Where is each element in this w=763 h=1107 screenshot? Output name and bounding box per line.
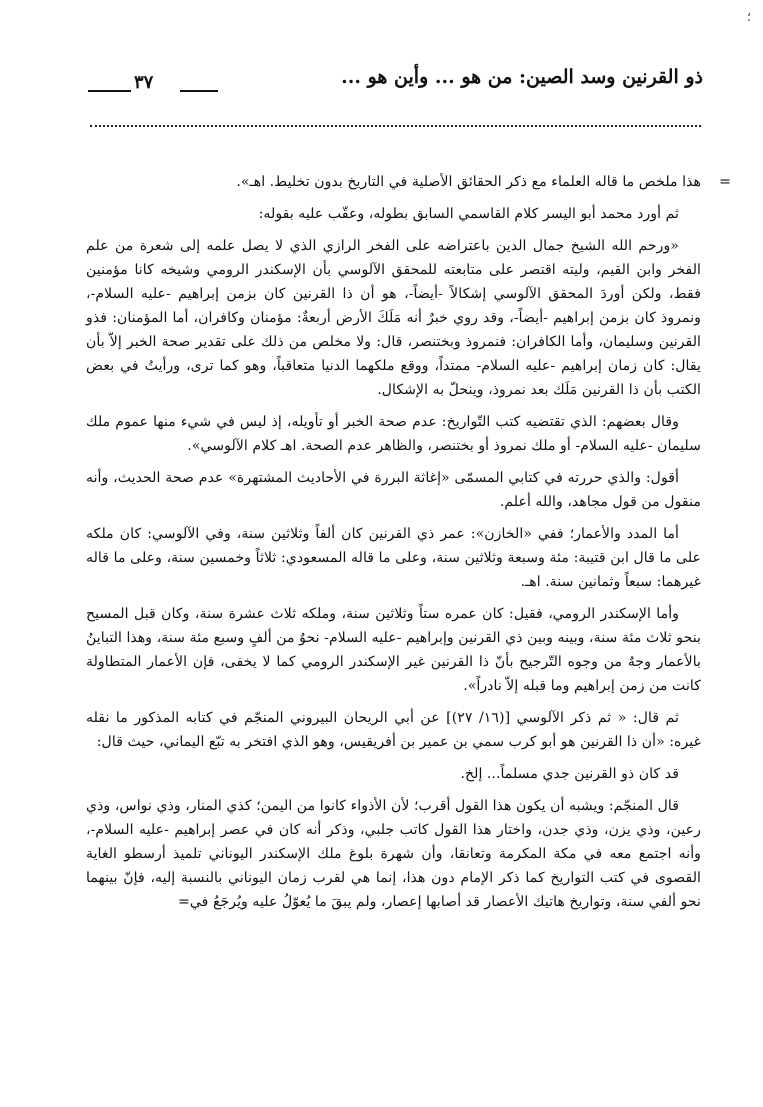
continuation-mark: = [719, 174, 731, 190]
corner-mark: ؛ [746, 10, 751, 25]
page-number: ٣٧ [134, 72, 154, 93]
dotted-separator [90, 125, 701, 127]
paragraph: وقال بعضهم: الذي تقتضيه كتب التّواريخ: عدم صحة الخبر أو تأويله، إذ ليس في شيء منها عموم ملك سليمان -عليه السلام- أو ملك نمروذ أو بختنصر، والظاهر عدم الصحة. اهـ كلام الآلوسي». [86, 414, 701, 454]
header-rule-left [88, 90, 131, 92]
paragraph: ثم أورد محمد أبو اليسر كلام القاسمي السابق بطوله، وعقّب عليه بقوله: [258, 206, 679, 222]
header-rule-right [180, 90, 218, 92]
body-text [86, 170, 731, 922]
paragraph-text: هذا ملخص ما قاله العلماء مع ذكر الحقائق الأصلية في التاريخ بدون تخليط. اهـ». [236, 174, 701, 190]
paragraph: وأما الإسكندر الرومي، فقيل: كان عمره ستاً وثلاثين سنة، وملكه ثلاث عشرة سنة، وكان قبل المسيح بنحو ثلاث مئة سنة، وبينه وبين ذي القرنين وإبراهيم -عليه السلام- نحوٌ من ألفٍ وسبع مئة سنة، وهذا التباينُ بالأعمار وجهٌ من وجوه التّرجيح بأنّ ذا القرنين غير الإسكندر الرومي كما لا يخفى، فإن الأعمار المتطاولة كانت من زمن إبراهيم وما قبله إلاّ نادراً». [86, 606, 701, 694]
verse-line: قد كان ذو القرنين جدي مسلماً... إلخ. [460, 766, 679, 782]
paragraph: ثم قال: « ثم ذكر الآلوسي [(١٦/ ٢٧)] عن أبي الريحان البيروني المنجّم في كتابه المذكور ما نقله غيره: «أن ذا القرنين هو أبو كرب سمي بن عمير بن أفريقيس، وهو الذي افتخر به تبّع اليماني، حيث قال: [86, 710, 701, 750]
running-header [88, 66, 703, 106]
paragraph: قال المنجّم: ويشبه أن يكون هذا القول أقرب؛ لأن الأذواء كانوا من اليمن؛ كذي المنار، وذي نواس، وذي رعين، وذي يزن، وذي جدن، واختار هذا القول كاتب جلبي، وذكر أنه كان في عصر إبراهيم -عليه السلام-، وأنه اجتمع معه في مكة المكرمة وتعانقا، وأن شهرة بلوغ ملك الإسكندر اليوناني تلميذ أرسطو الغاية القصوى في كتب التواريخ كما ذكر الإمام دون هذا، إنما هي لقرب زمان اليوناني بالنسبة إليه، فإنّ بينهما نحو ألفي سنة، وتواريخ هاتيك الأعصار قد أصابها إعصار، ولم يبقَ ما يُعوّلُ عليه ويُرجَعُ في= [86, 798, 701, 910]
paragraph: أقول: والذي حررته في كتابي المسمّى «إغاثة البررة في الأحاديث المشتهرة» عدم صحة الحديث، وأنه منقول من قول مجاهد، والله أعلم. [86, 470, 701, 510]
paragraph [86, 170, 731, 194]
paragraph: أما المدد والأعمار؛ ففي «الخازن»: عمر ذي القرنين كان ألفاً وثلاثين سنة، وفي الآلوسي: كان ملكه على ما قال ابن قتيبة: مئة وسبعة وثلاثين سنة، وعلى ما قاله المسعودي: ثلاثاً وخمسين سنة، وعلى ما قاله غيرهما: سبعاً وثمانين سنة. اهـ. [86, 526, 701, 590]
header-title: ذو القرنين وسد الصين: من هو ... وأين هو ... [341, 66, 703, 88]
paragraph: «ورحم الله الشيخ جمال الدين باعتراضه على الفخر الرازي الذي لا يصل علمه إلى شعرة من علم الفخر وابن القيم، وليته اقتصر على متابعته للمحقق الآلوسي بأن الإسكندر الرومي وشيخه كانا مؤمنين فقط، ولكن أوردَ المحقق الآلوسي إشكالاً -أيضاً-، هو أن ذا القرنين كان بزمن إبراهيم -عليه السلام-، ونمروذ كان بزمن إبراهيم -أيضاً-، وقد روي خبرٌ أنه مَلَكَ الأرض أربعةٌ: مؤمنان وكافران، أما المؤمنان: فذو القرنين وسليمان، وأما الكافران: فنمروذ وبختنصر، قال: ولا مخلص من ذلك على تقدير صحة الخبر إلاّ بأن يقال: كان زمان إبراهيم -عليه السلام- ممتداً، ووقع ملكهما الدنيا متعاقباً، وهو كما ترى، ورأيتُ في بعض الكتب بأن ذا القرنين مَلَك بعد نمروذ، وينحلّ به الإشكال. [86, 238, 701, 398]
